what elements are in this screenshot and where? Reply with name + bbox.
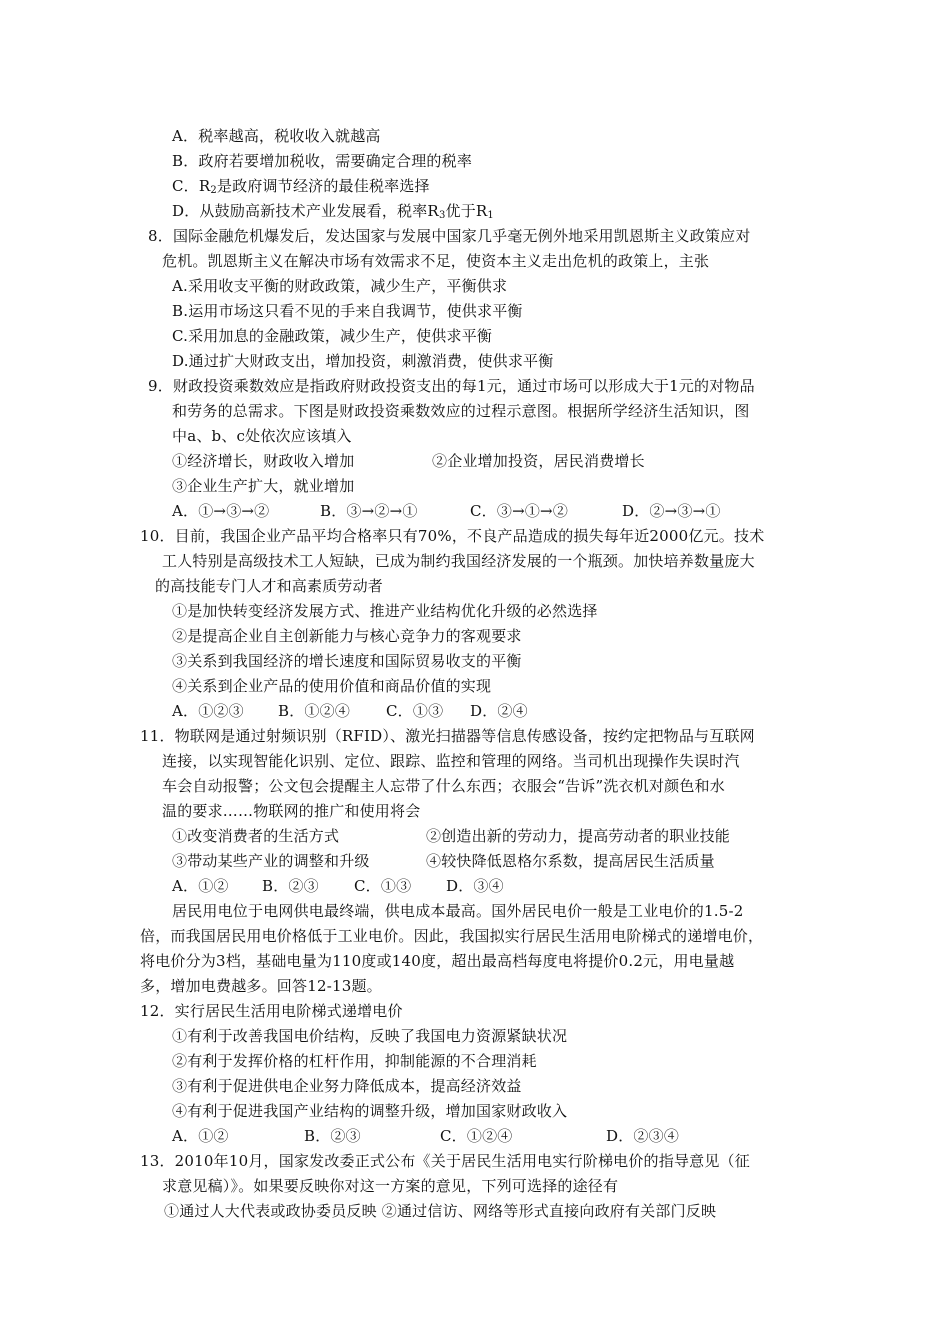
q9-option-a: A．①→③→②: [172, 502, 270, 520]
q11-option-c: C．①③: [354, 877, 412, 895]
material-line2: 倍，而我国居民用电价格低于工业电价。因此，我国拟实行居民生活用电阶梯式的递增电价，: [140, 927, 764, 945]
q7-option-d-sub2: 1: [487, 210, 494, 221]
q8-option-c: C.采用加息的金融政策，减少生产，使供求平衡: [172, 327, 493, 345]
q9-item-2: ②企业增加投资，居民消费增长: [432, 452, 645, 470]
q10-options: [0, 701, 950, 721]
q11-item-2: ②创造出新的劳动力，提高劳动者的职业技能: [426, 827, 731, 845]
q8-option-d: D.通过扩大财政支出，增加投资，刺激消费，使供求平衡: [172, 352, 554, 370]
q7-option-d: [172, 201, 494, 226]
q7-option-d-mid: 优于R: [445, 202, 488, 220]
q10-option-b: B．①②④: [278, 702, 351, 720]
q11-option-d: D．③④: [446, 877, 504, 895]
q11-stem-line2: 连接，以实现智能化识别、定位、跟踪、监控和管理的网络。当司机出现操作失误时汽: [162, 752, 740, 770]
q11-item-4: ④较快降低恩格尔系数，提高居民生活质量: [426, 852, 715, 870]
q10-item-3: ③关系到我国经济的增长速度和国际贸易收支的平衡: [172, 652, 522, 670]
q10-item-4: ④关系到企业产品的使用价值和商品价值的实现: [172, 677, 492, 695]
q7-option-d-pre: D．从鼓励高新技术产业发展看，税率R: [172, 202, 439, 220]
q12-option-d: D．②③④: [606, 1127, 680, 1145]
q9-stem-line2: 和劳务的总需求。下图是财政投资乘数效应的过程示意图。根据所学经济生活知识，图: [172, 402, 750, 420]
q10-option-d: D．②④: [470, 702, 528, 720]
q11-item-3: ③带动某些产业的调整和升级: [172, 852, 370, 870]
q11-option-b: B．②③: [262, 877, 319, 895]
q12-stem-line1: 12．实行居民生活用电阶梯式递增电价: [140, 1002, 403, 1020]
q10-option-a: A．①②③: [172, 702, 244, 720]
q11-option-a: A．①②: [172, 877, 229, 895]
q12-item-3: ③有利于促进供电企业努力降低成本，提高经济效益: [172, 1077, 522, 1095]
q10-item-1: ①是加快转变经济发展方式、推进产业结构优化升级的必然选择: [172, 602, 598, 620]
q11-stem-line4: 温的要求……物联网的推广和使用将会: [162, 802, 421, 820]
q8-stem-line1: 8．国际金融危机爆发后，发达国家与发展中国家几乎毫无例外地采用凯恩斯主义政策应对: [148, 227, 751, 245]
q12-item-4: ④有利于促进我国产业结构的调整升级，增加国家财政收入: [172, 1102, 568, 1120]
q12-item-1: ①有利于改善我国电价结构，反映了我国电力资源紧缺状况: [172, 1027, 568, 1045]
q13-stem-line1: 13．2010年10月，国家发改委正式公布《关于居民生活用电实行阶梯电价的指导意见（征: [140, 1152, 750, 1170]
q12-option-c: C．①②④: [440, 1127, 513, 1145]
q7-option-c-pre: C．R: [172, 177, 211, 195]
q9-options: [0, 501, 950, 521]
q8-stem-line2: 危机。凯恩斯主义在解决市场有效需求不足，使资本主义走出危机的政策上，主张: [162, 252, 710, 270]
q7-option-b: B．政府若要增加税收，需要确定合理的税率: [172, 152, 473, 170]
q13-items-1-2: ①通过人大代表或政协委员反映 ②通过信访、网络等形式直接向政府有关部门反映: [164, 1202, 717, 1220]
material-line3: 将电价分为3档，基础电量为110度或140度，超出最高档每度电将提价0.2元，用电量越: [140, 952, 735, 970]
q11-stem-line3: 车会自动报警；公文包会提醒主人忘带了什么东西；衣服会“告诉”洗衣机对颜色和水: [162, 777, 725, 795]
q10-option-c: C．①③: [386, 702, 444, 720]
q13-stem-line2: 求意见稿）》。如果要反映你对这一方案的意见，下列可选择的途径有: [162, 1177, 619, 1195]
q9-item-1: ①经济增长，财政收入增加: [172, 452, 355, 470]
q9-option-c: C．③→①→②: [470, 502, 569, 520]
q10-item-2: ②是提高企业自主创新能力与核心竞争力的客观要求: [172, 627, 522, 645]
material-line1: 居民用电位于电网供电最终端，供电成本最高。国外居民电价一般是工业电价的1.5-2: [172, 902, 744, 920]
q9-option-b: B．③→②→①: [320, 502, 418, 520]
q12-options: [0, 1126, 950, 1146]
q8-option-b: B.运用市场这只看不见的手来自我调节，使供求平衡: [172, 302, 523, 320]
material-line4: 多，增加电费越多。回答12-13题。: [140, 977, 382, 995]
q10-stem-line1: 10．目前，我国企业产品平均合格率只有70%，不良产品造成的损失每年近2000亿元。技术: [140, 527, 765, 545]
q7-option-c-sub: 2: [210, 185, 217, 196]
q12-option-b: B．②③: [304, 1127, 361, 1145]
q11-options: [0, 876, 950, 896]
q9-item-3: ③企业生产扩大，就业增加: [172, 477, 355, 495]
q7-option-a: A．税率越高，税收收入就越高: [172, 127, 381, 145]
q10-stem-line3: 的高技能专门人才和高素质劳动者: [155, 577, 384, 595]
q11-item-1: ①改变消费者的生活方式: [172, 827, 340, 845]
q7-option-c: [172, 176, 430, 201]
q7-option-c-post: 是政府调节经济的最佳税率选择: [216, 177, 430, 195]
q11-stem-line1: 11．物联网是通过射频识别（RFID）、激光扫描器等信息传感设备，按约定把物品与互联网: [140, 727, 755, 745]
q8-option-a: A.采用收支平衡的财政政策，减少生产，平衡供求: [172, 277, 508, 295]
q9-stem-line1: 9．财政投资乘数效应是指政府财政投资支出的每1元，通过市场可以形成大于1元的对物品: [148, 377, 755, 395]
q12-item-2: ②有利于发挥价格的杠杆作用，抑制能源的不合理消耗: [172, 1052, 537, 1070]
q9-stem-line3: 中a、b、c处依次应该填入: [172, 427, 352, 445]
q9-option-d: D．②→③→①: [622, 502, 721, 520]
q12-option-a: A．①②: [172, 1127, 229, 1145]
q10-stem-line2: 工人特别是高级技术工人短缺，已成为制约我国经济发展的一个瓶颈。加快培养数量庞大: [162, 552, 755, 570]
q7-option-d-sub1: 3: [438, 210, 446, 221]
